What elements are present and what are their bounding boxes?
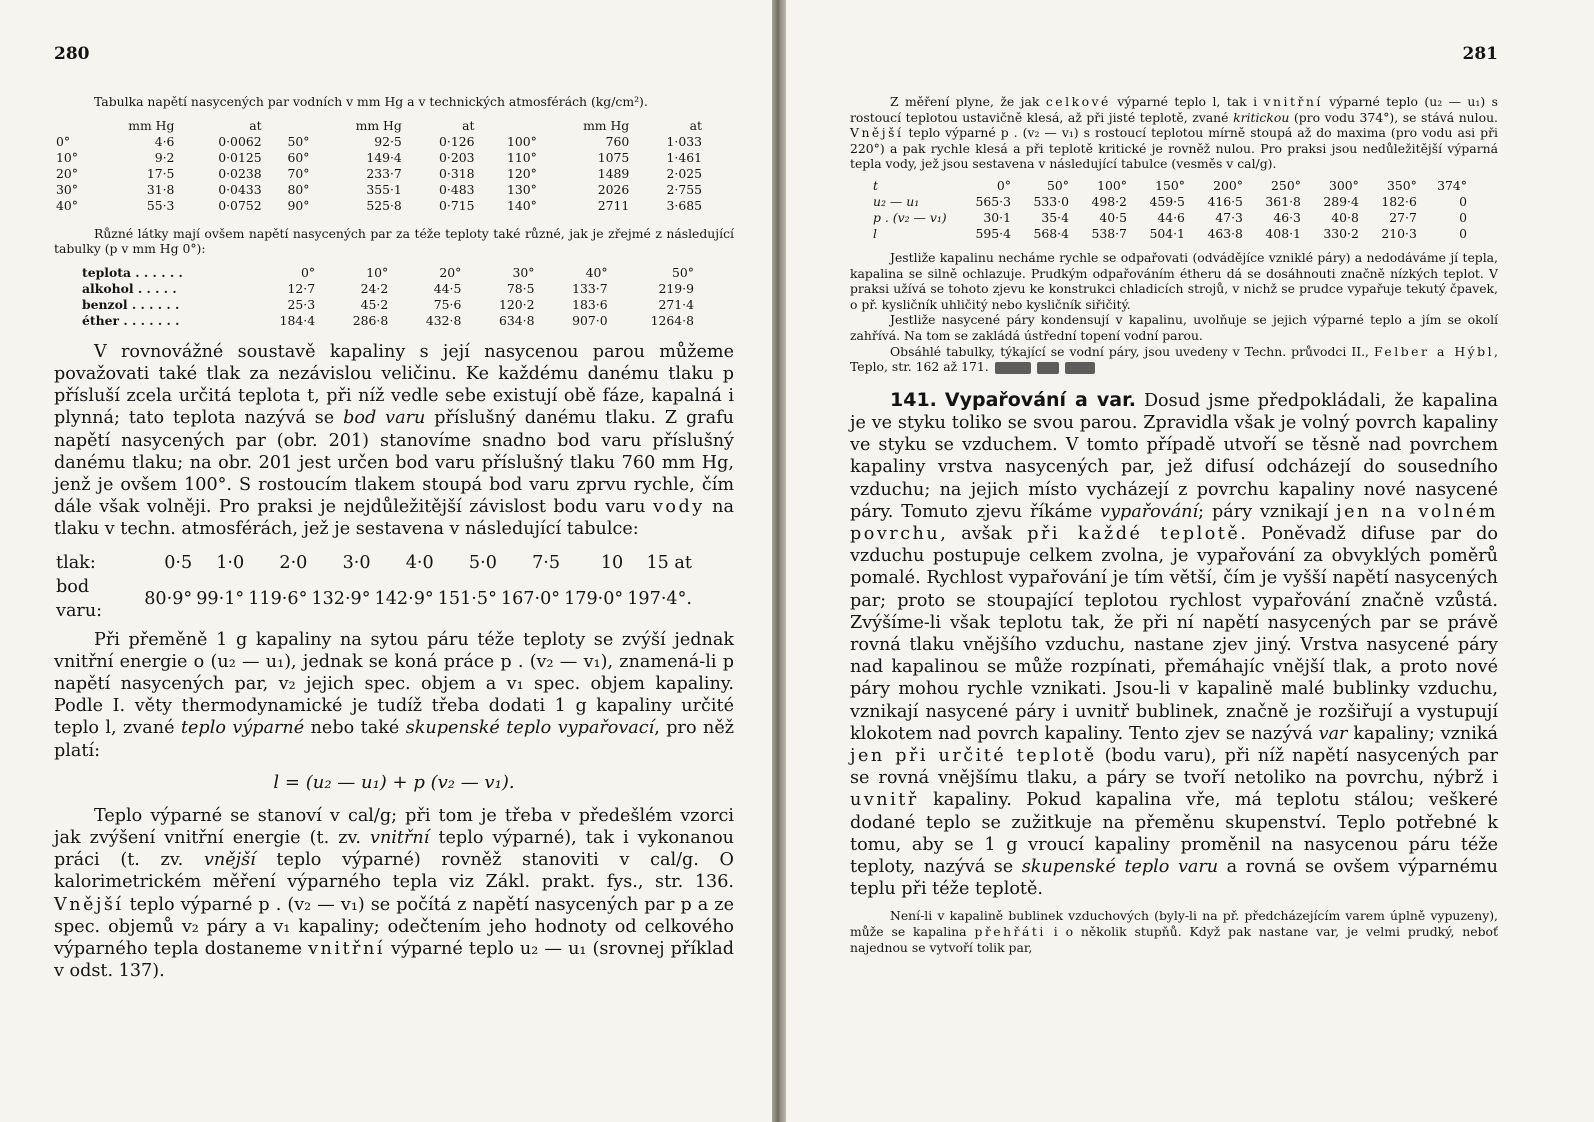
table-cell: 100° [1097,177,1127,193]
table-cell: 30° [56,181,78,197]
table-cell: 184·4 [279,312,316,328]
table-cell: 504·1 [1149,225,1185,241]
ink-smudge [995,362,1031,374]
table-cell: 3·0 [342,552,371,573]
table-cell: 40·5 [1099,209,1127,225]
table-cell: 44·6 [1157,209,1185,225]
spaced-text: přehřáti [974,923,1046,939]
table-cell: 565·3 [975,193,1011,209]
text-run: výparné teplo u₂ — u₁ (srovnej příklad v odst. 137). [54,939,734,982]
text-run: na tlaku v techn. atmosférách, jež je sestavena v následující tabulce: [54,497,734,540]
emphasis: skupenské teplo vypařovací [405,718,655,739]
table-cell: 92·5 [374,133,402,149]
paragraph-latent-heat [54,629,734,762]
table-row [870,210,1470,226]
table-cell: 463·8 [1207,225,1243,241]
table-cell: 9·2 [154,149,175,165]
table-cell: 35·4 [1041,209,1069,225]
table-cell: 4·0 [405,552,434,573]
text-run: ; páry vznikají [1198,501,1337,522]
table-row [54,134,704,150]
table-cell: 10° [56,149,78,165]
table-cell: 80·9° [144,588,193,609]
right-small-text-3 [850,908,1498,955]
table-cell: 595·4 [975,225,1011,241]
text-run: Teplo výparné se stanoví v cal/g; při tom je třeba v předešlém vzorci jak zvýšení vnitřní energie (t. zv. [54,805,734,849]
latent-heat-table [870,178,1470,242]
steam-header-cell: mm Hg [128,117,175,133]
table-cell: t [873,177,878,193]
table-cell: 2·755 [666,181,702,197]
table-cell: 182·6 [1381,193,1417,209]
table-cell: 0° [996,177,1011,193]
table1-caption: Tabulka napětí nasycených par vodních v mm Hg a v technických atmosférách (kg/cm²). [94,94,648,109]
table-cell: 80° [287,181,310,197]
table-cell: 219·9 [658,280,694,296]
text-run: a rovná se ovšem výparnému teplu při téže teplotě. [850,856,1498,900]
table-cell: tlak: [56,552,96,573]
text-run: příslušný danému tlaku. Z grafu napětí nasycených par (obr. 201) stanovíme snadno bod varu příslušný danému tlaku; na obr. 201 jest určen bod varu příslušný tlaku 760 mm Hg, jenž je ovšem 100°. S rostoucím tlakem stoupá bod varu zprvu rychle, čím dále však volněji. Pro praksi je nejdůležitější závislost bodu varu [54,408,734,518]
table-cell: 498·2 [1091,193,1127,209]
text-run: Dosud jsme předpokládali, že kapalina je ve styku toliko se svou parou. Zpravidla však je volný povrch kapaliny ve styku se vzduchem. V tomto případě utvoří se těsně nad povrchem kapaliny vrstva nasycených par, jež difusí odcházejí do sousedního vzduchu; na jejich místo vycházejí z povrchu kapaliny nové nasycené páry. Tomuto zjevu říkáme [850,390,1498,522]
table-cell: 0·5 [164,552,193,573]
table-cell: 1·033 [666,133,702,149]
boiling-point-table [54,551,734,623]
table-cell: 100° [506,133,537,149]
left-body-text-3 [54,805,734,983]
table-cell: 40° [585,264,608,280]
table-cell: 140° [506,197,537,213]
text-run: Není-li v kapalině bublinek vzduchových (byly-li na př. předcházejícím varem úplně vypuzeny), může se kapalina [850,908,1498,939]
right-small-text [850,94,1498,172]
table-cell: 2·0 [279,552,308,573]
table-cell: 538·7 [1091,225,1127,241]
table-cell: 151·5° [437,588,497,609]
spaced-text: Vnější [850,125,904,141]
table-cell: 361·8 [1265,193,1301,209]
paragraph-condensation: Jestliže nasycené páry kondensují v kapalinu, uvolňuje se jejich výparné teplo a jím se okolí zahřívá. Na tom se zakládá ústřední topení vodní parou. [850,312,1498,343]
spaced-text: při každé teplotě [1027,523,1241,544]
text-run: , Teplo, str. 162 až 171. [850,343,1498,375]
table-cell: 119·6° [248,588,308,609]
table-cell: 1264·8 [650,312,694,328]
table-cell: benzol . . . . . . [82,296,180,312]
table2-caption-block [54,226,734,257]
text-run: V rovnovážné soustavě kapaliny s její nasycenou parou můžeme považovati také tlak za nezávislou veličinu. Ke každému danému tlaku p přísluší zcela určitá teplota t, při níž vedle sebe existují obě fáze, kapalná i plynná; tato teplota nazývá se [54,341,734,429]
table-cell: 300° [1329,177,1359,193]
table-row [78,297,698,313]
table-row [78,281,698,297]
table-cell: 233·7 [366,165,402,181]
section-141 [850,389,1498,901]
emphasis: vnější [203,850,256,871]
table-cell: 0·203 [439,149,475,165]
left-page-number: 280 [54,44,90,64]
text-run: nebo také [304,718,406,739]
table-row [54,166,704,182]
paragraph-evaporation-boiling [850,389,1498,901]
steam-header-cell: at [249,117,262,133]
table-cell: u₂ — u₁ [873,193,920,209]
spacer [850,375,1498,389]
table-cell: 75·6 [433,296,462,312]
spaced-text: vnitřní [308,939,385,960]
table-cell: 15 at [646,552,692,573]
right-small-text-2 [850,250,1498,375]
table-cell: 568·4 [1033,225,1069,241]
table-cell: 110° [506,149,537,165]
table-row [870,178,1470,194]
table-cell: 250° [1271,177,1301,193]
table-cell: bod varu: [56,576,103,621]
table-row [54,198,704,214]
spaced-text: jen na volném povrchu [850,501,1498,544]
text-run: Při přeměně 1 g kapaliny na sytou páru téže teploty se zvýší jednak vnitřní energie o (u₂ — u₁), jednak se koná práce p . (v₂ — v₁), znamená-li p napětí nasycených par, v₂ jejich spec. objem a v₁ spec. objem kapaliny. Podle I. věty thermodynamické je tudíž třeba dodati 1 g kapaliny určité teplo l, zvané [54,629,734,739]
section-number: 141. [890,388,937,411]
table-cell: 4·6 [154,133,175,149]
vapour-pressure-liquids-table [78,265,698,329]
text-run: teplo výparné p . (v₂ — v₁) se počítá z napětí nasycených par p a ze spec. objemů v₂ páry a v₁ kapaliny; odečtením jeho hodnoty od celkového výparného tepla dostaneme [54,894,734,960]
table-cell: 183·6 [572,296,608,312]
table-cell: 120° [506,165,537,181]
table-row [54,150,704,166]
table-cell: 200° [1213,177,1243,193]
table-cell: 2·025 [666,165,702,181]
table-cell: 130° [506,181,537,197]
table-cell: 179·0° [564,588,624,609]
paragraph-measurement [850,94,1498,172]
text-run: výparné teplo (u₂ — u₁) s rostoucí teplotou ustavičně klesá, až při jisté teplotě, zvané [850,94,1499,125]
table-cell: 355·1 [366,181,402,197]
table-cell: 60° [287,149,310,165]
steam-header-cell [54,118,84,134]
table-cell: 330·2 [1323,225,1359,241]
table-row [54,575,694,623]
table-cell: 197·4°. [627,588,692,609]
table1-caption-block [54,94,734,110]
right-page [786,0,1594,1122]
emphasis: kritickou [1233,109,1290,125]
text-run: , pro něž platí: [54,718,735,761]
table-cell: 120·2 [499,296,535,312]
table-cell: 50° [672,264,694,280]
text-run: Obsáhlé tabulky, týkající se vodní páry, jsou uvedeny v Techn. průvodci II., [890,343,1375,359]
table-cell: 31·8 [146,181,175,197]
steam-header-cell: mm Hg [583,117,630,133]
table-cell: 0·0238 [218,165,262,181]
table-cell: alkohol . . . . . [82,280,177,296]
text-run: teplo výparné), tak i vykonanou práci (t. zv. [54,828,734,871]
latent-heat-formula: l = (u₂ — u₁) + p (v₂ — v₁). [273,771,515,793]
text-run: (pro vodu 374°), se stává nulou. [1289,109,1498,125]
spaced-text: Vnější [54,894,124,915]
table-cell: 99·1° [196,588,245,609]
table-cell: 907·0 [572,312,608,328]
text-run: . Poněvadž difuse par do vzduchu postupuje celkem zvolna, je vypařování za obvyklých poměrů pomalé. Rychlost vypařování je tím větší, čím je vyšší napětí nasycených par; proto se stoupající teplotou rychlost vypařování značně vzůstá. Zvýšíme-li však teplotu tak, že při ní napětí nasycených par se právě rovná tlaku vnějšího vzduchu, nastane zjev jiný. Vrstva nasycené páry nad kapalinou se může rozpínati, přemáhajíc vnější tlak, a proto nové páry mohou rychle vznikati. Jsou-li v kapalině malé bublinky vzduchu, vznikají nasycené páry i uvnitř bublinek, značně je rozšiřují a vystupují klokotem nad povrch kapaliny. Tento zjev se nazývá [850,523,1498,744]
table-cell: 50° [1047,177,1069,193]
table-cell: 0° [56,133,71,149]
emphasis: bod varu [343,408,426,429]
ink-smudge [1037,362,1059,374]
steam-header-cell [264,118,312,134]
steam-header-cell: at [462,117,475,133]
table-cell: 0·0752 [218,197,262,213]
table-cell: 149·4 [366,149,402,165]
table-cell: 90° [287,197,310,213]
table-cell: 432·8 [425,312,462,328]
steam-header-cell: mm Hg [355,117,402,133]
table-cell: 286·8 [352,312,389,328]
table-cell: éther . . . . . . . [82,312,180,328]
table-cell: 1489 [597,165,630,181]
table-cell: 47·3 [1215,209,1243,225]
table-cell: 167·0° [500,588,561,609]
emphasis: vnitřní [370,828,430,849]
steam-table-header [54,118,704,134]
table-cell: 10 [600,552,624,573]
table-cell: 70° [287,165,310,181]
table-cell: 40° [56,197,78,213]
ink-smudge [1065,362,1095,374]
table-cell: 2711 [597,197,630,213]
steam-header-cell [477,118,539,134]
text-run: teplo výparné p . (v₂ — v₁) s rostoucí teplotou mírně stoupá až do maxima (pro vodu asi při 220°) a pak rychle klesá a při teplotě kritické je rovněž nulou. Pro praksi jsou nedůležitější výparná tepla vody, jež jsou sestavena v následující tabulce (vesměs v cal/g). [850,125,1498,172]
table-cell: 10° [366,264,389,280]
table-cell: 0·0125 [218,149,262,165]
table-cell: 0·483 [439,181,475,197]
text-run: kapaliny. Pokud kapalina vře, má teplotu stálou; veškeré dodané teplo se zužitkuje na přeměnu skupenství. Teplo potřebné k tomu, aby se 1 g vroucí kapaliny proměnil na nasycenou páru téže teploty, nazývá se [850,790,1498,877]
table-cell: 0 [1459,209,1467,225]
table-cell: l [873,225,877,241]
spaced-text: celkové [1045,94,1111,109]
left-body-text-2 [54,629,734,762]
table-cell: 1·461 [666,149,702,165]
steam-header-cell: at [689,117,702,133]
table-cell: 46·3 [1273,209,1301,225]
text-run: kapaliny; vzniká [1347,723,1498,744]
table-cell: 25·3 [287,296,316,312]
table-cell: 1075 [597,149,630,165]
table-cell: 525·8 [366,197,402,213]
paragraph-equilibrium [54,341,734,541]
text-run: teplo výparné) rovněž stanoviti v cal/g. O kalorimetrickém měření výparného tepla viz Zákl. prakt. fys., str. 136. [54,850,734,893]
table-cell: 133·7 [572,280,608,296]
table-cell: 0·318 [439,165,475,181]
table-cell: 408·1 [1265,225,1301,241]
table-row [54,551,694,575]
section-title: Vypařování a var. [944,388,1136,411]
table-cell: 40·8 [1331,209,1359,225]
text-run: výparné teplo l, tak i [1110,94,1264,109]
table-cell: 0·126 [439,133,475,149]
emphasis: skupenské teplo varu [1021,856,1219,877]
table-cell: 533·0 [1033,193,1069,209]
table-row [78,313,698,329]
table-cell: 132·9° [311,588,371,609]
table-cell: 17·5 [146,165,175,181]
table-cell: 271·4 [658,296,694,312]
table-cell: p . (v₂ — v₁) [873,209,947,225]
table2-caption: Různé látky mají ovšem napětí nasycených par za téže teploty také různé, jak je zřejmé z následující tabulky (p v mm Hg 0°): [54,225,734,257]
table-cell: 459·5 [1149,193,1185,209]
table-cell: 210·3 [1381,225,1417,241]
table-row [870,194,1470,210]
table-cell: 2026 [597,181,630,197]
spaced-text: vody [652,497,705,518]
table-cell: 78·5 [506,280,535,296]
table-cell: 760 [605,133,630,149]
table-cell: 24·2 [360,280,389,296]
table-cell: 50° [287,133,310,149]
table-cell: 416·5 [1207,193,1243,209]
table-cell: 30° [512,264,535,280]
table-cell: 1·0 [216,552,245,573]
table-cell: teplota . . . . . . [82,264,183,280]
table-cell: 3·685 [666,197,702,213]
table-cell: 7·5 [532,552,561,573]
table-cell: 20° [56,165,78,181]
table-cell: 55·3 [146,197,175,213]
table-row [870,226,1470,242]
steam-pressure-table [54,118,704,214]
paragraph-superheating [850,908,1498,955]
emphasis: vypařování [1100,501,1199,522]
paragraph-evaporative-cooling: Jestliže kapalinu necháme rychle se odpařovati (odvádějíce vzniklé páry) a nedodáváme jí tepla, kapalina se silně ochlazuje. Prudkým odpařováním étheru dá se dosáhnouti značně nízkých teplot. V praksi užívá se tohoto zjevu ke konstrukci chladicích strojů, v nichž se prudce vypařuje tekutý čpavek, o př. kysličník uhličitý nebo kysličník siřičitý. [850,249,1498,312]
table-row [54,182,704,198]
text-run: i o několik stupňů. Když pak nastane var, je velmi prudký, neboť najednou se vytvoří tolik par, [850,923,1498,955]
table-cell: 150° [1155,177,1185,193]
text-run: , avšak [940,523,1028,544]
table-cell: 30·1 [983,209,1011,225]
book-gutter [772,0,786,1122]
spaced-text: jen při určité teplotě [850,745,1097,766]
table-cell: 12·7 [287,280,316,296]
table-cell: 289·4 [1323,193,1359,209]
table-cell: 44·5 [433,280,462,296]
table-cell: 634·8 [499,312,535,328]
table-cell: 0·715 [439,197,475,213]
paragraph-reference [850,344,1498,375]
spaced-text: uvnitř [850,790,919,811]
table-cell: 0 [1459,193,1467,209]
emphasis: teplo výparné [180,718,305,739]
table-cell: 0·0433 [218,181,262,197]
table-cell: 0·0062 [218,133,262,149]
emphasis: var [1318,723,1348,744]
table-cell: 350° [1387,177,1417,193]
spaced-text: vnitřní [1263,94,1323,109]
table-cell: 5·0 [468,552,497,573]
text-run: (bodu varu), při níž napětí nasycených par se rovná vnějšímu tlaku, a páry se tvoří netoliko na povrchu, nýbrž i [850,745,1498,789]
table-cell: 45·2 [360,296,389,312]
text-run: Z měření plyne, že jak [890,94,1046,109]
left-page [0,0,772,1122]
table-cell: 0° [301,264,316,280]
paragraph-units [54,805,734,983]
table-cell: 0 [1459,225,1467,241]
spaced-text: Felber a Hýbl [1374,343,1495,359]
table-cell: 27·7 [1389,209,1417,225]
table-cell: 374° [1437,177,1467,193]
table-row [78,265,698,281]
table-cell: 142·9° [374,588,434,609]
table-cell: 20° [439,264,462,280]
left-body-text [54,341,734,541]
right-page-number: 281 [1462,44,1498,64]
